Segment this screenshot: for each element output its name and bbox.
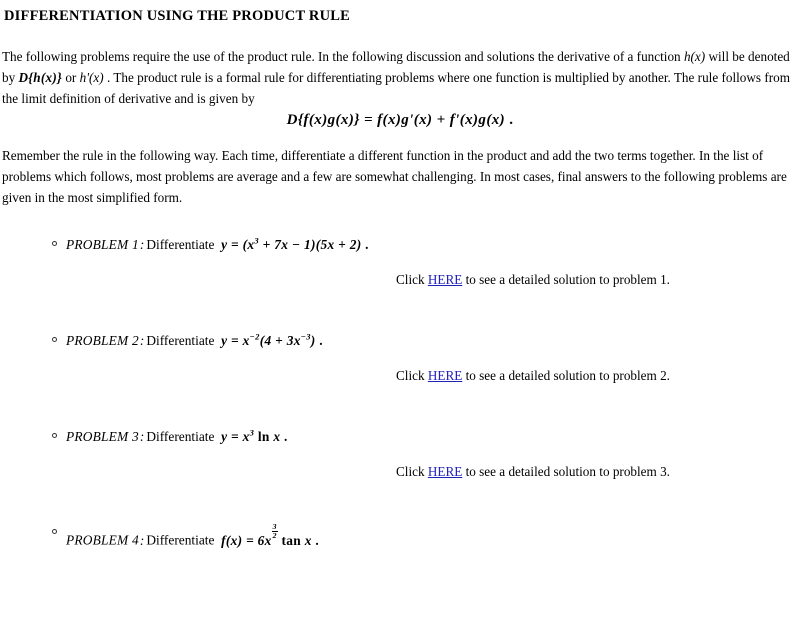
remember-paragraph-text: Remember the rule in the following way. Each time, differentiate a different function in the product and add the two terms together. In the list of problems which follows, most problems are average and a few are somewhat challenging. In most cases, final answers to the following problems are given in the most simplified form.: [2, 148, 787, 205]
p4-x2: x: [264, 532, 272, 548]
problem-verb-3: Differentiate: [146, 429, 215, 444]
p1-n1: 1: [303, 237, 311, 252]
eq-g3: g: [478, 112, 487, 128]
p2-n4: 4: [264, 333, 272, 348]
eq-rp2: ): [348, 112, 355, 128]
p1-x2: x: [281, 237, 289, 252]
p1-plus2: +: [338, 237, 347, 252]
circle-bullet-icon: [52, 337, 57, 342]
p2-x1: x: [242, 333, 250, 348]
eq-lp6: (: [486, 112, 492, 128]
p2-n3: 3: [286, 333, 294, 348]
p3-exp3: 3: [249, 427, 255, 438]
eq-x3: x: [387, 112, 396, 128]
solution-suffix-2: to see a detailed solution to problem 2.: [462, 368, 670, 383]
problem-equation-1: [214, 237, 368, 252]
circle-bullet-icon: [52, 241, 57, 246]
p3-period: .: [283, 429, 288, 444]
eq-prime2: ': [455, 112, 460, 128]
eq-rp4: ): [427, 112, 433, 128]
p1-lp1: (: [242, 237, 248, 252]
here-link-problem-1[interactable]: HERE: [427, 272, 463, 287]
eq-rp6: ): [499, 112, 506, 128]
p4-lp1: (: [225, 532, 231, 548]
problem-colon-1: :: [139, 237, 145, 252]
problem-verb-2: Differentiate: [146, 333, 215, 348]
p2-lp1: (: [259, 333, 265, 348]
p4-eq: =: [246, 532, 255, 548]
p1-n5: 5: [320, 237, 328, 252]
p4-rp1: ): [237, 532, 243, 548]
problem-label-4: PROBLEM 4: [66, 532, 139, 548]
solution-link-line-1: [0, 272, 800, 288]
p1-minus: −: [291, 237, 301, 252]
intro-text-1: The following problems require the use of the product rule. In the following discussion and solutions the derivative of a function: [2, 49, 684, 64]
problem-label-3: PROBLEM 3: [66, 429, 139, 444]
math-D-h-of-x: D{h(x)}: [18, 70, 63, 85]
eq-x1: x: [314, 112, 323, 128]
solution-link-line-2: [0, 368, 800, 384]
problem-statement-2: [0, 332, 800, 350]
p3-y: y: [221, 429, 228, 444]
p3-eq: =: [231, 429, 239, 444]
page-title: DIFFERENTIATION USING THE PRODUCT RULE: [4, 8, 350, 24]
problem-statement-1: [0, 236, 800, 254]
eq-x6: x: [491, 112, 500, 128]
eq-x4: x: [419, 112, 428, 128]
product-rule-equation: [0, 112, 800, 129]
problem-colon-4: :: [139, 532, 145, 548]
eq-rp1: ): [322, 112, 328, 128]
p1-period: .: [365, 237, 369, 252]
p2-exp-neg3: −3: [300, 331, 311, 342]
eq-plus: +: [436, 112, 446, 128]
p4-x1: x: [230, 532, 238, 548]
eq-x2: x: [340, 112, 349, 128]
solution-prefix-2: Click: [396, 368, 428, 383]
p1-x3: x: [327, 237, 335, 252]
eq-brace-open: {: [297, 112, 304, 128]
eq-f3: f: [449, 112, 456, 128]
problem-verb-4: Differentiate: [146, 532, 215, 548]
p4-frac-numerator: 3: [272, 522, 277, 531]
solution-suffix-3: to see a detailed solution to problem 3.: [462, 464, 670, 479]
p2-exp-neg2: −2: [249, 331, 260, 342]
p4-period: .: [315, 532, 319, 548]
intro-paragraph-text: [0, 46, 800, 109]
circle-bullet-icon: [52, 433, 57, 438]
p4-f: f: [221, 532, 226, 548]
solution-link-line-3: [0, 464, 800, 480]
eq-g1: g: [327, 112, 336, 128]
eq-f2: f: [377, 112, 383, 128]
problem-statement-3: [0, 428, 800, 446]
problem-colon-3: :: [139, 429, 145, 444]
p4-fraction-exponent: [272, 523, 278, 540]
p2-plus: +: [275, 333, 284, 348]
problem-list: [0, 236, 800, 620]
eq-lp2: (: [335, 112, 341, 128]
intro-text-2: will be denoted by: [2, 49, 790, 85]
eq-D: D: [286, 112, 298, 128]
solution-prefix-3: Click: [396, 464, 428, 479]
p4-frac-denominator: 2: [272, 531, 277, 541]
solution-link-inner-1: [396, 272, 670, 288]
problem-equation-3: [214, 429, 287, 444]
list-item: [0, 428, 800, 524]
list-item: [0, 332, 800, 428]
p4-tan: tan: [281, 532, 302, 548]
solution-link-inner-3: [396, 464, 670, 480]
p1-rp1: ): [310, 237, 316, 252]
p1-exp3: 3: [254, 235, 259, 246]
intro-text-3: or: [62, 70, 80, 85]
p1-n2: 2: [349, 237, 357, 252]
eq-rp3: ): [395, 112, 402, 128]
eq-lp4: (: [413, 112, 420, 128]
eq-f1: f: [303, 112, 309, 128]
p1-n7: 7: [274, 237, 282, 252]
math-h-of-x: h(x): [683, 49, 706, 64]
p2-period: .: [319, 333, 323, 348]
problem-colon-2: :: [139, 333, 145, 348]
solution-link-inner-2: [396, 368, 670, 384]
p2-y: y: [221, 333, 228, 348]
list-item: [0, 524, 800, 620]
p4-x3: x: [304, 532, 312, 548]
p1-lp2: (: [315, 237, 321, 252]
solution-prefix-1: Click: [396, 272, 428, 287]
math-h-prime-of-x: h'(x): [79, 70, 104, 85]
p1-plus: +: [262, 237, 271, 252]
eq-lp3: (: [382, 112, 388, 128]
list-item: [0, 236, 800, 332]
eq-prime1: ': [409, 112, 414, 128]
p1-y: y: [221, 237, 228, 252]
p3-ln: ln: [257, 429, 270, 444]
problem-statement-4: [0, 524, 800, 550]
here-link-problem-2[interactable]: HERE: [427, 368, 463, 383]
problem-equation-4: [214, 522, 319, 548]
eq-lp5: (: [459, 112, 466, 128]
p2-rp1: ): [310, 333, 316, 348]
p1-eq: =: [231, 237, 239, 252]
eq-g2: g: [401, 112, 410, 128]
p1-x1: x: [247, 237, 255, 252]
remember-paragraph: [0, 145, 800, 208]
eq-lp1: (: [308, 112, 315, 128]
problem-label-2: PROBLEM 2: [66, 333, 139, 348]
eq-period: .: [509, 112, 514, 128]
problem-equation-2: [214, 333, 322, 348]
p3-x1: x: [242, 429, 250, 444]
here-link-problem-3[interactable]: HERE: [427, 464, 463, 479]
eq-rp5: ): [473, 112, 479, 128]
eq-brace-close: }: [354, 112, 360, 128]
p1-rp2: ): [356, 237, 362, 252]
eq-equals: =: [364, 112, 373, 128]
problem-verb-1: Differentiate: [146, 237, 215, 252]
product-rule-equation-math: [287, 112, 514, 128]
p4-n6: 6: [257, 532, 265, 548]
p2-x2: x: [293, 333, 301, 348]
eq-x5: x: [465, 112, 474, 128]
intro-text-4: . The product rule is a formal rule for differentiating problems where one function is multiplied by another. The rule follows from the limit definition of derivative and is given by: [2, 70, 790, 106]
p3-x2: x: [273, 429, 281, 444]
circle-bullet-icon: [52, 529, 57, 534]
solution-suffix-1: to see a detailed solution to problem 1.: [462, 272, 670, 287]
problem-label-1: PROBLEM 1: [66, 237, 139, 252]
p2-eq: =: [231, 333, 239, 348]
intro-paragraph: [0, 46, 800, 109]
